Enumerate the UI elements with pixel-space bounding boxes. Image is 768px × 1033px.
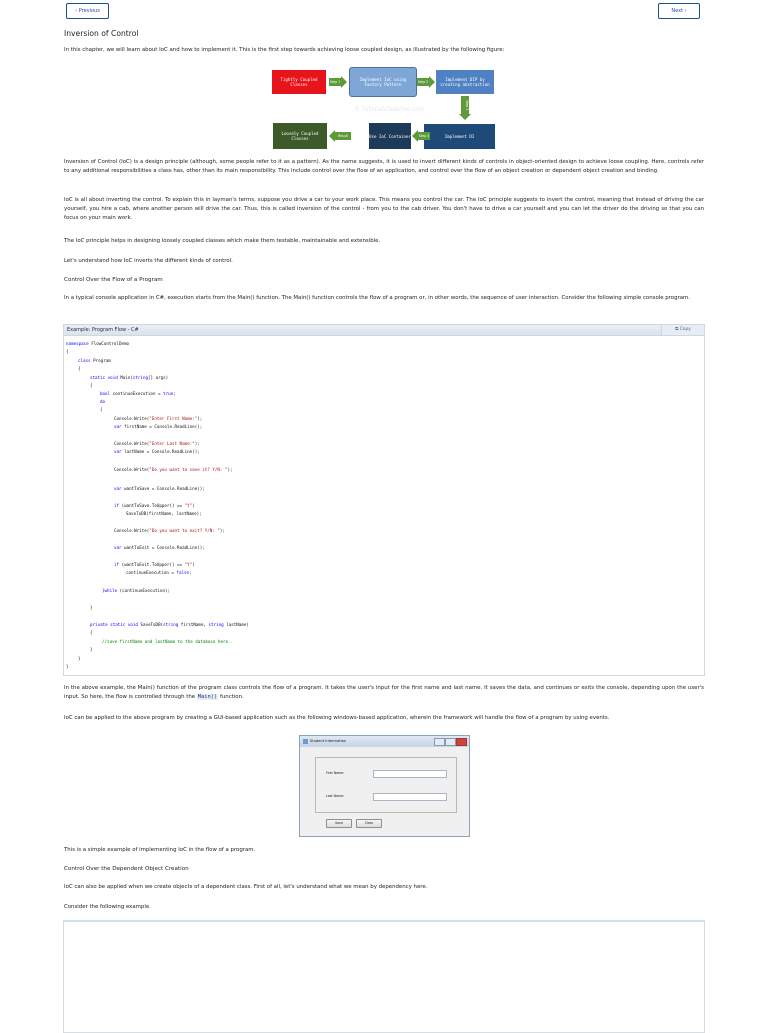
previous-button[interactable]: ‹ Previous <box>66 3 109 19</box>
lets-understand-paragraph: Let's understand how IoC inverts the different kinds of control. <box>64 258 233 264</box>
code-line: static void Main(string[] args) <box>90 375 169 380</box>
main-inline-code: Main() <box>197 694 218 700</box>
code-line: } <box>90 605 93 610</box>
implement-di-box <box>424 124 495 149</box>
diagram-watermark: © TutorialsTeacher.com <box>354 106 425 113</box>
code-line: } <box>90 647 93 652</box>
code-line: Console.Write("Enter First Name:"); <box>114 416 203 421</box>
clear-button[interactable]: Clear <box>356 819 382 828</box>
copy-label: Copy <box>679 327 691 332</box>
dip-label: Implement DIP by creating abstraction <box>440 77 490 87</box>
code-line: { <box>66 349 69 354</box>
code-line: } <box>66 664 69 669</box>
code-line: if (wantToExit.ToUpper() == "Y") <box>114 562 195 567</box>
code-line: continueExecution = false; <box>126 570 192 575</box>
code-line: var wantToSave = Console.ReadLine(); <box>114 486 205 491</box>
step4-arrow <box>418 132 430 140</box>
code-line: SaveToDB(firstName, lastName); <box>126 511 202 516</box>
loosely-coupled-label: Loosely Coupled Classes <box>281 131 319 141</box>
save-button[interactable]: Save <box>326 819 352 828</box>
step3-arrow <box>461 96 469 114</box>
dependency-paragraph: IoC can also be applied when we create objects of a dependent class. First of all, let's understand what we mean by dependency here. <box>64 884 428 890</box>
result-label: Result <box>338 134 348 138</box>
student-form-window <box>299 735 470 837</box>
code-line: var lastName = Console.ReadLine(); <box>114 449 200 454</box>
form-titlebar <box>300 736 469 747</box>
factory-pattern-box <box>349 67 417 97</box>
step2-arrow <box>417 78 429 86</box>
tightly-coupled-label: Tightly Coupled Classes <box>280 77 318 87</box>
code-example-title: Example: Program Flow - C# <box>67 327 139 333</box>
minimize-icon[interactable] <box>434 738 445 746</box>
form-group-box <box>315 757 457 813</box>
ioc-helps-paragraph: The IoC principle helps in designing loosely coupled classes which make them testable, maintainable and extensible. <box>64 238 381 244</box>
code-line: namespace FlowControlDemo <box>66 341 130 346</box>
ioc-container-label: Use IoC Container <box>369 133 411 139</box>
step2-arrow-head <box>429 76 435 88</box>
code-line: { <box>90 383 93 388</box>
close-icon[interactable] <box>456 738 467 746</box>
code-line: { <box>90 630 93 635</box>
code-line: Console.Write("Enter Last Name:"); <box>114 441 200 446</box>
tightly-coupled-box <box>272 70 326 94</box>
code-line: { <box>78 366 81 371</box>
code-line: var wantToExit = Console.ReadLine(); <box>114 545 205 550</box>
dip-box <box>436 70 494 94</box>
step1-arrow-head <box>341 76 347 88</box>
code-line: //save firstName and lastName to the database here.. <box>102 639 234 644</box>
gui-paragraph: IoC can be applied to the above program by creating a GUI-based application such as the following windows-based application, wherein the framework will handle the flow of a program by using events. <box>64 715 610 721</box>
car-analogy-paragraph: IoC is all about inverting the control. To explain this in layman's terms, suppose you drive a car to your work place. This means you control the car. The IoC principle suggests to invert the control, meaning that instead of driving the car yourself, you hire a cab, where another person will drive the car. Thus, this is called inversion of the control - from you to the cab driver. You don't have to drive a car yourself and you can let the driver do the driving so that you can focus on your main work. <box>64 197 704 221</box>
code-example <box>63 324 705 676</box>
simple-example-paragraph: This is a simple example of implementing IoC in the flow of a program. <box>64 847 256 853</box>
result-arrow <box>335 132 351 140</box>
form-app-icon <box>303 739 308 744</box>
flow-heading: Control Over the Flow of a Program <box>64 277 163 283</box>
first-name-label: First Name: <box>326 771 345 775</box>
code-line: private static void SaveToDB(string firstName, string lastName) <box>90 622 249 627</box>
code-line: do <box>100 399 106 404</box>
loosely-coupled-box <box>273 123 327 149</box>
code-line: Console.Write("Do you want to save it? Y/N: "); <box>114 467 233 472</box>
step1-label: Step 1 <box>329 80 341 84</box>
code-line: { <box>100 407 103 412</box>
step4-label: Step 4 <box>418 134 430 138</box>
copy-button[interactable]: ⧉ Copy <box>661 325 704 335</box>
factory-pattern-label: Implement IoC using Factory Pattern <box>359 77 407 87</box>
form-title: Student Information <box>310 739 347 743</box>
first-name-input[interactable] <box>373 770 447 778</box>
console-paragraph: In a typical console application in C#, execution starts from the Main() function. The Main() function controls the flow of a program or, in other words, the sequence of user interaction. Consider the following simple console program. <box>64 295 690 301</box>
consider-paragraph: Consider the following example. <box>64 904 151 910</box>
ioc-definition-paragraph: Inversion of Control (IoC) is a design principle (although, some people refer to it as a pattern). As the name suggests, it is used to invert different kinds of controls in object-oriented design to achieve loose coupling. Here, controls refer to any additional responsibilities a class has, other than its main responsibility. This include control over the flow of an application, and control over the flow of an object creation or dependent object creation and binding. <box>64 159 704 174</box>
next-code-example <box>63 920 705 1033</box>
code-line: bool continueExecution = true; <box>100 391 176 396</box>
step3-arrow-head <box>459 114 471 120</box>
last-name-label: Last Name: <box>326 794 345 798</box>
step1-arrow <box>329 78 341 86</box>
step2-label: Step 2 <box>417 80 429 84</box>
intro-paragraph: In this chapter, we will learn about IoC and how to implement it. This is the first step towards achieving loose coupled design, as illustrated by the following figure: <box>64 47 505 53</box>
page-title: Inversion of Control <box>64 29 139 38</box>
code-line: class Program <box>78 358 111 363</box>
code-line: if (wantToSave.ToUpper() == "Y") <box>114 503 195 508</box>
code-line: Console.Write("Do you want to exit? Y/N: "); <box>114 528 225 533</box>
step3-label: Step 3 <box>465 99 469 111</box>
ioc-container-box <box>369 123 411 149</box>
dependency-heading: Control Over the Dependent Object Creation <box>64 866 189 872</box>
code-line: } <box>78 656 81 661</box>
next-button[interactable]: Next › <box>658 3 700 19</box>
maximize-icon[interactable] <box>445 738 456 746</box>
implement-di-label: Implement DI <box>444 134 475 139</box>
code-example-header <box>64 325 704 336</box>
code-line: }while (continueExecution); <box>102 588 171 593</box>
last-name-input[interactable] <box>373 793 447 801</box>
above-example-paragraph: In the above example, the Main() function of the program class controls the flow of a program. It takes the user's input for the first name and last name. It saves the data, and continues or exits the console, depending upon the user's input. So here, the flow is controlled through the Main() function. <box>64 685 704 700</box>
code-line: var firstName = Console.ReadLine(); <box>114 424 203 429</box>
ioc-steps-diagram <box>272 66 498 152</box>
